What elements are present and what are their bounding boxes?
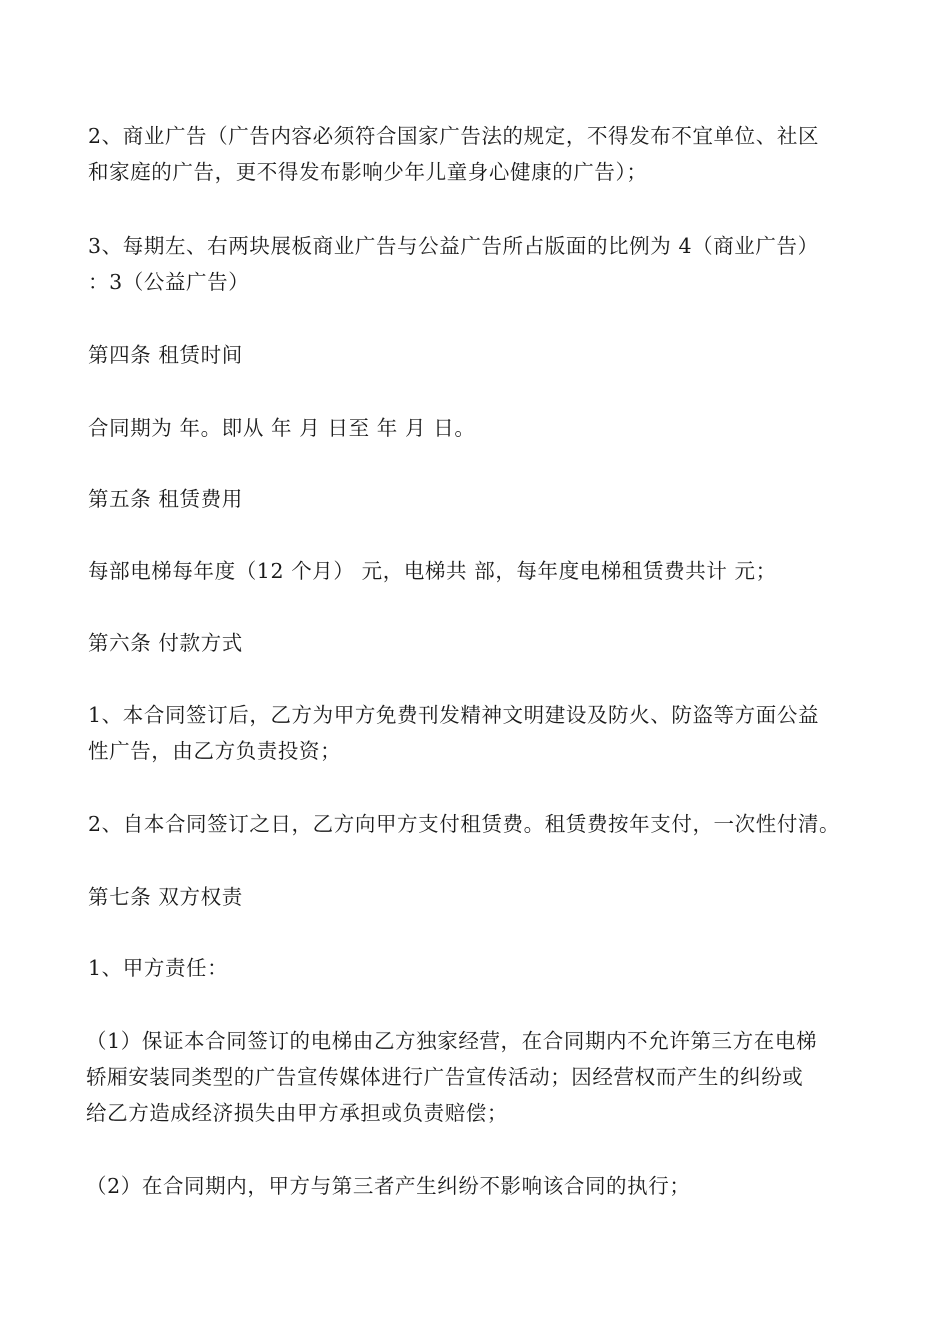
heading-text: 第七条 双方权责: [88, 885, 243, 909]
text-line: ：3（公益广告）: [88, 270, 250, 294]
paragraph-exclusive-rights: [86, 1023, 866, 1131]
paragraph-third-party-dispute: [86, 1168, 866, 1204]
text-line: 2、商业广告（广告内容必须符合国家广告法的规定，不得发布不宜单位、社区: [88, 124, 820, 148]
paragraph-contract-period: [88, 410, 868, 446]
text-line: （1）保证本合同签订的电梯由乙方独家经营，在合同期内不允许第三方在电梯: [86, 1029, 818, 1053]
paragraph-party-a-duty: [88, 950, 868, 986]
paragraph-commercial-ads: [88, 118, 868, 190]
heading-text: 第四条 租赁时间: [88, 343, 243, 367]
text-line: 轿厢安装同类型的广告宣传媒体进行广告宣传活动；因经营权而产生的纠纷或: [86, 1065, 804, 1089]
heading-text: 第五条 租赁费用: [88, 487, 243, 511]
paragraph-public-ads: [88, 697, 868, 769]
section-heading-lease-fee: [88, 481, 868, 517]
text-line: 性广告，由乙方负责投资；: [88, 739, 342, 763]
text-line: （2）在合同期内，甲方与第三者产生纠纷不影响该合同的执行；: [86, 1174, 691, 1198]
section-heading-lease-term: [88, 337, 868, 373]
text-line: 给乙方造成经济损失由甲方承担或负责赔偿；: [86, 1101, 508, 1125]
text-line: 1、本合同签订后，乙方为甲方免费刊发精神文明建设及防火、防盗等方面公益: [88, 703, 820, 727]
heading-text: 第六条 付款方式: [88, 631, 243, 655]
text-line: 2、自本合同签订之日，乙方向甲方支付租赁费。租赁费按年支付，一次性付清。: [88, 812, 841, 836]
text-line: 和家庭的广告，更不得发布影响少年儿童身心健康的广告）；: [88, 160, 648, 184]
paragraph-fee-detail: [88, 553, 868, 589]
text-line: 每部电梯每年度（12 个月） 元，电梯共 部，每年度电梯租赁费共计 元；: [88, 559, 777, 583]
paragraph-payment-timing: [88, 806, 868, 842]
text-line: 3、每期左、右两块展板商业广告与公益广告所占版面的比例为 4（商业广告）: [88, 234, 819, 258]
section-heading-rights-duties: [88, 879, 868, 915]
text-line: 1、甲方责任：: [88, 956, 229, 980]
section-heading-payment-method: [88, 625, 868, 661]
paragraph-ad-ratio: [88, 228, 868, 300]
text-line: 合同期为 年。即从 年 月 日至 年 月 日。: [88, 416, 476, 440]
